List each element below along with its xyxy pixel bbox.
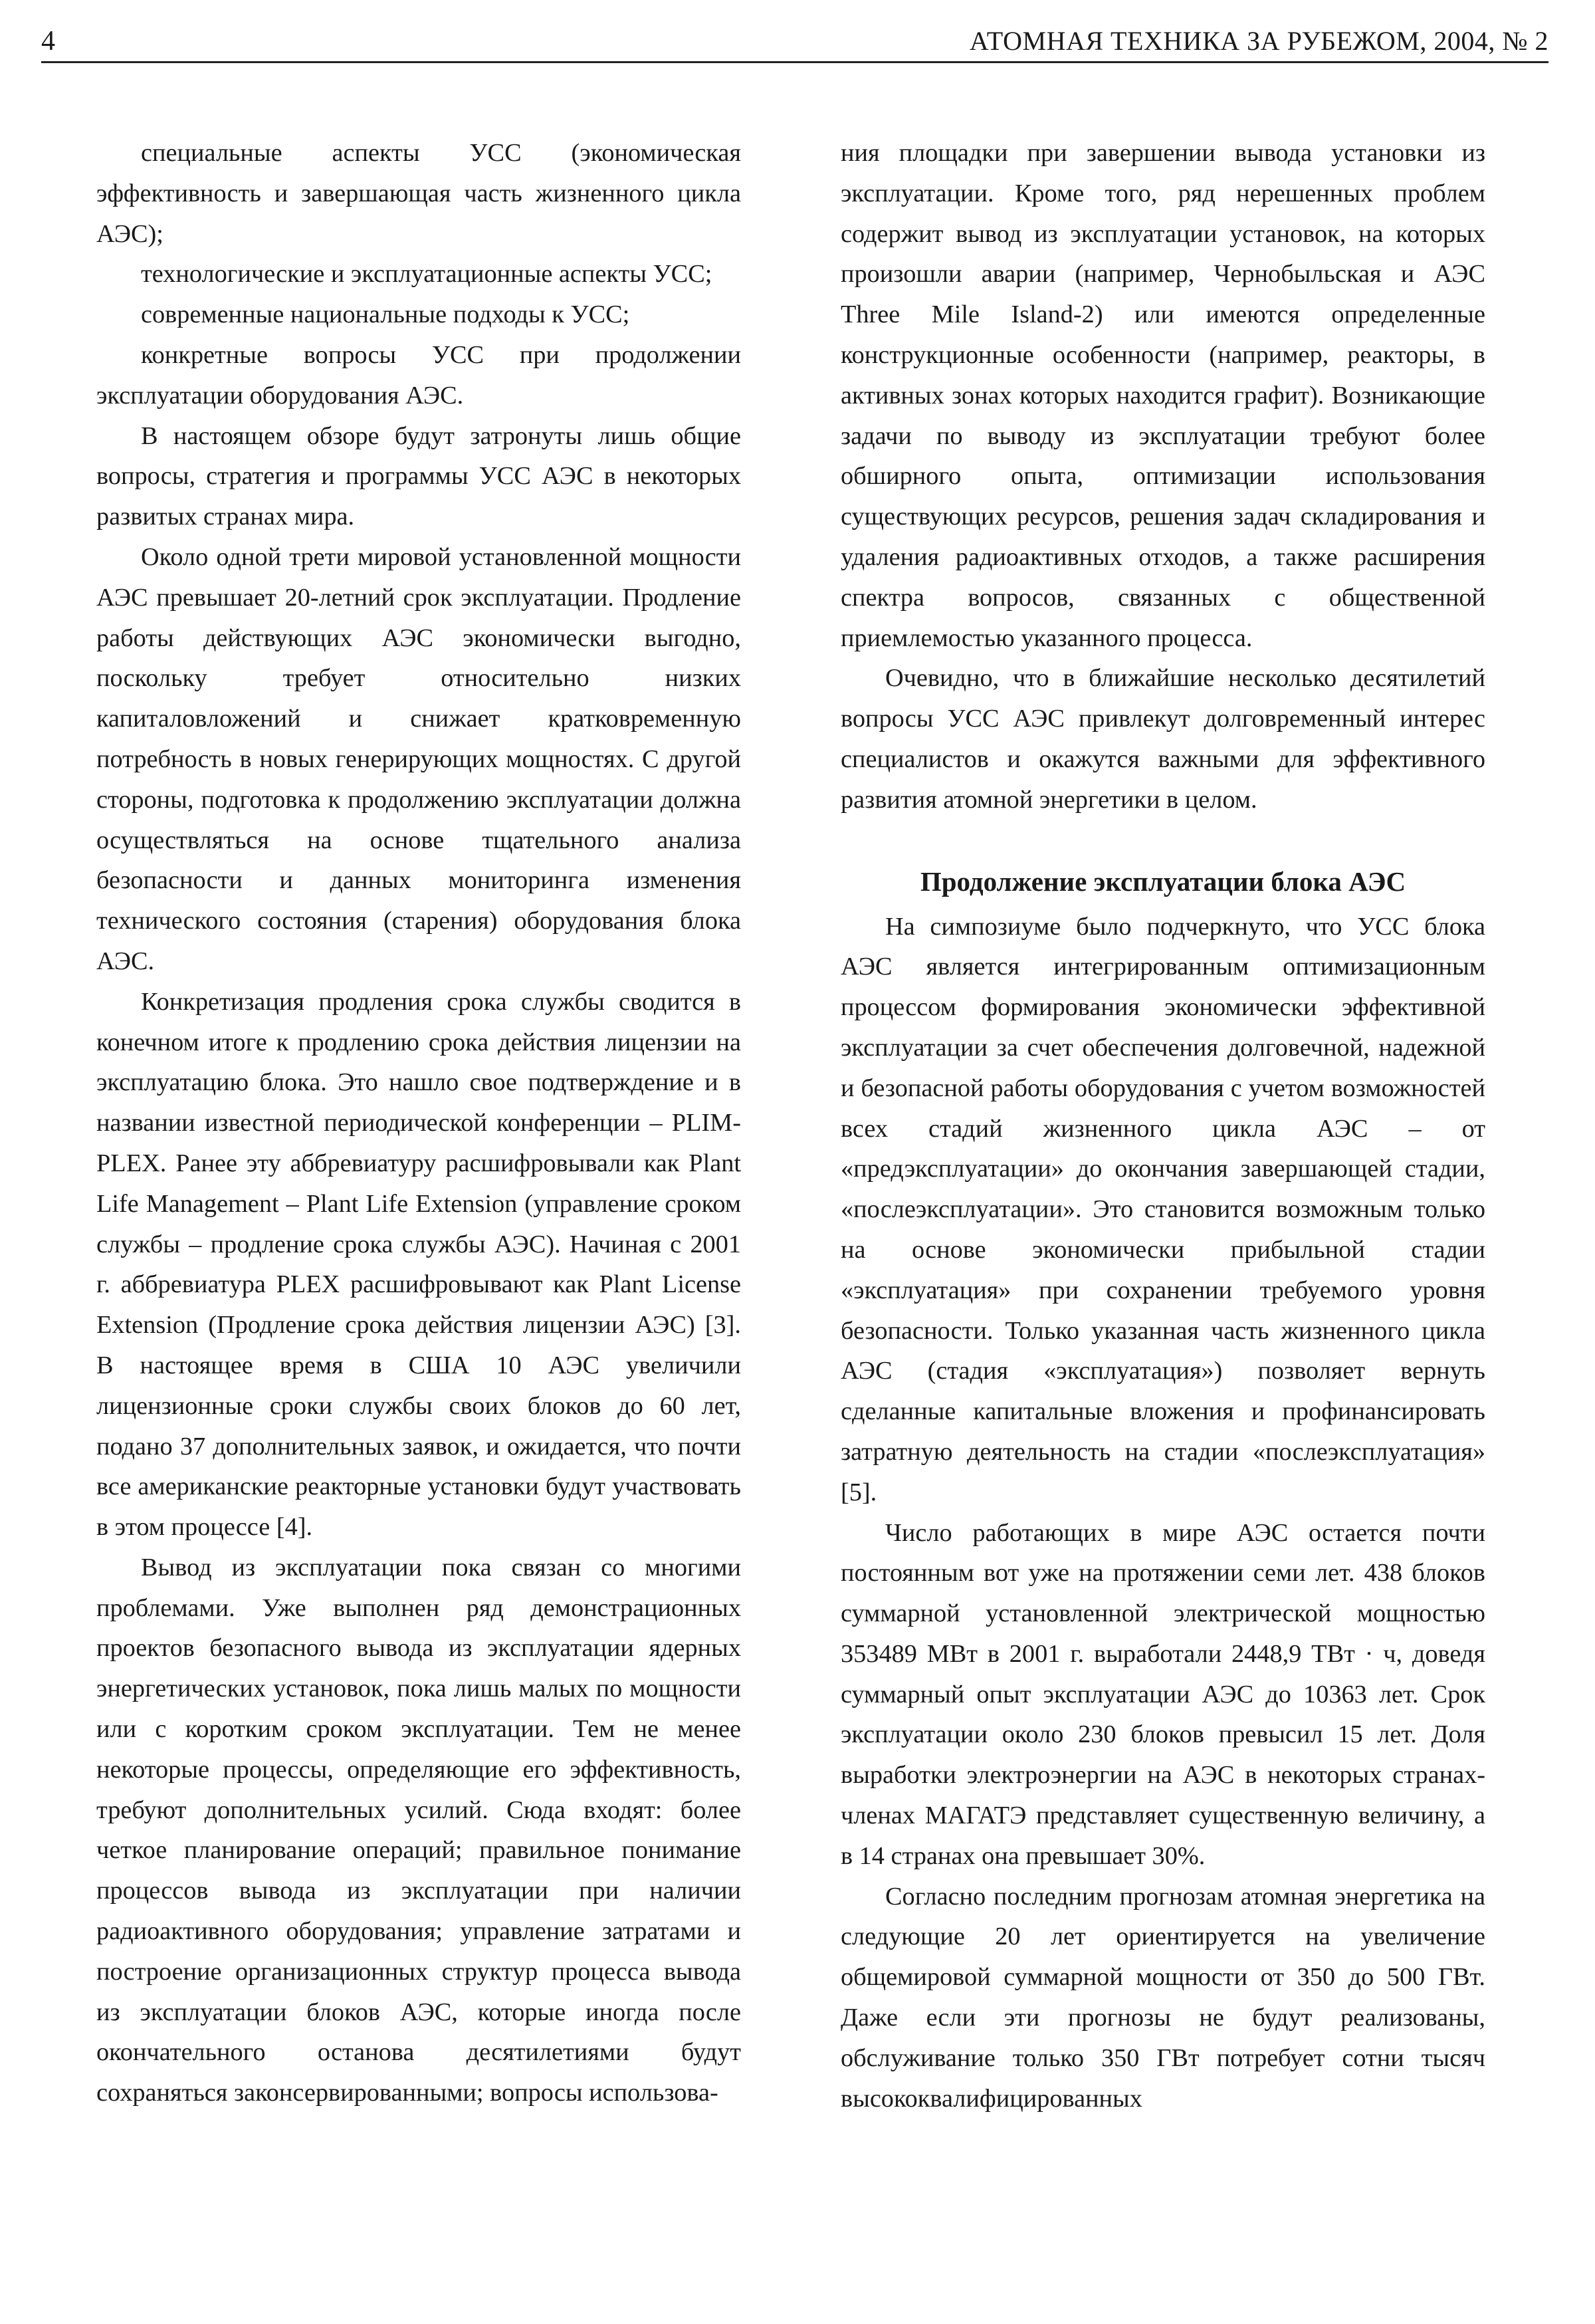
- paragraph: Около одной трети мировой установленной мощности АЭС превышает 20-летний срок эксплуатации. Продление работы действующих АЭС экономически выгодно, поскольку требует относительно низких капиталовложений и снижает кратковременную потребность в новых генерирующих мощностях. С другой стороны, подготовка к продолжению эксплуатации должна осуществляться на основе тщательного анализа безопасности и данных мониторинга изменения технического состояния (старения) оборудования блока АЭС.: [96, 542, 741, 975]
- paragraph: технологические и эксплуатационные аспекты УСС;: [141, 260, 712, 289]
- paragraph: специальные аспекты УСС (экономическая эффективность и завершающая часть жизненного цикла АЭС);: [96, 139, 741, 248]
- paragraph: ния площадки при завершении вывода установки из эксплуатации. Кроме того, ряд нерешенных проблем содержит вывод из эксплуатации установок, на которых произошли аварии (например, Чернобыльская и АЭС Three Mile Island-2) или имеются определенные конструкционные особенности (например, реакторы, в активных зонах которых находится графит). Возникающие задачи по выводу из эксплуатации требуют более обширного опыта, оптимизации использования существующих ресурсов, решения задач складирования и удаления радиоактивных отходов, а также расширения спектра вопросов, связанных с общественной приемлемостью указанного процесса.: [841, 139, 1485, 652]
- paragraph: В настоящем обзоре будут затронуты лишь общие вопросы, стратегия и программы УСС АЭС в некоторых развитых странах мира.: [96, 421, 741, 531]
- paragraph: Конкретизация продления срока службы сводится в конечном итоге к продлению срока действия лицензии на эксплуатацию блока. Это нашло свое подтверждение и в названии известной периодической конференции – PLIM-PLEX. Ранее эту аббревиатуру расшифровывали как Plant Life Management – Plant Life Extension (управление сроком службы – продление срока службы АЭС). Начиная с 2001 г. аббревиатура PLEX расшифровывают как Plant License Extension (Продление срока действия лицензии АЭС) [3]. В настоящее время в США 10 АЭС увеличили лицензионные сроки службы своих блоков до 60 лет, подано 37 дополнительных заявок, и ожидается, что почти все американские реакторные установки будут участвовать в этом процессе [4].: [96, 987, 741, 1542]
- paragraph: Очевидно, что в ближайшие несколько десятилетий вопросы УСС АЭС привлекут долговременный интерес специалистов и окажутся важными для эффективного развития атомной энергетики в целом.: [841, 664, 1485, 814]
- left-column: [96, 133, 741, 2284]
- section-heading: Продолжение эксплуатации блока АЭС: [920, 866, 1406, 897]
- paragraph: Вывод из эксплуатации пока связан со многими проблемами. Уже выполнен ряд демонстрационных проектов безопасного вывода из эксплуатации ядерных энергетических установок, пока лишь малых по мощности или с коротким сроком эксплуатации. Тем не менее некоторые процессы, определяющие его эффективность, требуют дополнительных усилий. Сюда входят: более четкое планирование операций; правильное понимание процессов вывода из эксплуатации при наличии радиоактивного оборудования; управление затратами и построение организационных структур процесса вывода из эксплуатации блоков АЭС, которые иногда после окончательного останова десятилетиями будут сохраняться законсервированными; вопросы использова-: [96, 1553, 741, 2107]
- journal-title: АТОМНАЯ ТЕХНИКА ЗА РУБЕЖОМ, 2004, № 2: [969, 26, 1548, 56]
- right-column: [841, 133, 1485, 2284]
- paragraph: современные национальные подходы к УСС;: [141, 300, 630, 329]
- running-header: [41, 21, 1548, 63]
- paragraph: На симпозиуме было подчеркнуто, что УСС блока АЭС является интегрированным оптимизационным процессом формирования экономически эффективной эксплуатации за счет обеспечения долговечной, надежной и безопасной работы оборудования с учетом возможностей всех стадий жизненного цикла АЭС – от «предэксплуатации» до окончания завершающей стадии, «послеэксплуатации». Это становится возможным только на основе экономически прибыльной стадии «эксплуатация» при сохранении требуемого уровня безопасности. Только указанная часть жизненного цикла АЭС (стадия «эксплуатация») позволяет вернуть сделанные капитальные вложения и профинансировать затратную деятельность на стадии «послеэксплуатация» [5].: [841, 912, 1485, 1506]
- paragraph: Согласно последним прогнозам атомная энергетика на следующие 20 лет ориентируется на увеличение общемировой суммарной мощности от 350 до 500 ГВт. Даже если эти прогнозы не будут реализованы, обслуживание только 350 ГВт потребует сотни тысяч высококвалифицированных: [841, 1882, 1485, 2113]
- page-number: 4: [41, 26, 55, 57]
- paragraph: Число работающих в мире АЭС остается почти постоянным вот уже на протяжении семи лет. 438 блоков суммарной установленной электрической мощностью 353489 МВт в 2001 г. выработали 2448,9 ТВт · ч, доведя суммарный опыт эксплуатации АЭС до 10363 лет. Срок эксплуатации около 230 блоков превысил 15 лет. Доля выработки электроэнергии на АЭС в некоторых странах-членах МАГАТЭ представляет существенную величину, а в 14 странах она превышает 30%.: [841, 1518, 1485, 1870]
- paragraph: конкретные вопросы УСС при продолжении эксплуатации оборудования АЭС.: [96, 340, 741, 409]
